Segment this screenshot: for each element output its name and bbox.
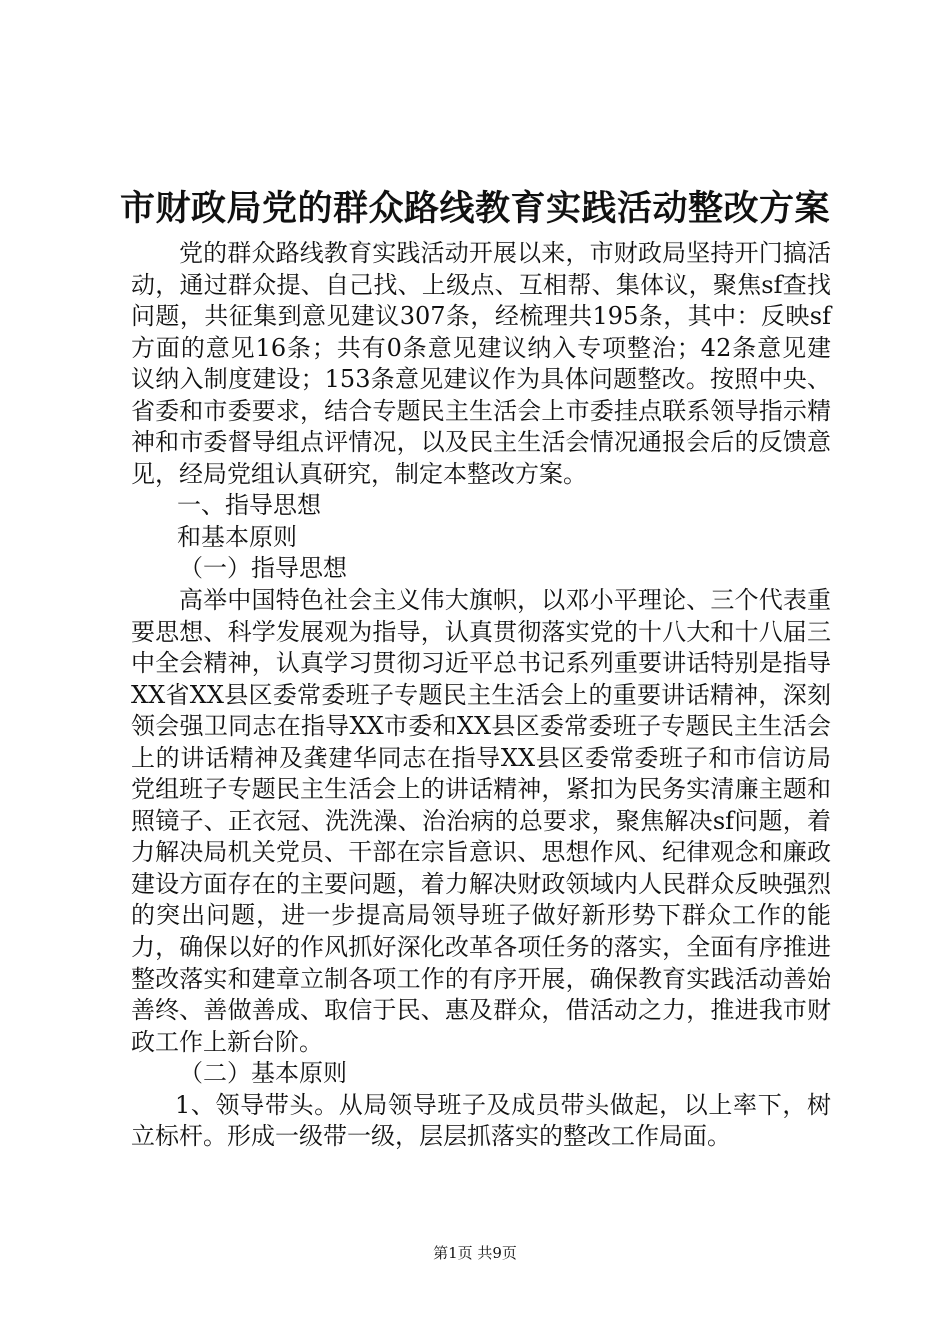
principle-item-1: 1、领导带头。从局领导班子及成员带头做起，以上率下，树立标杆。形成一级带一级，层层抓落实的整改工作局面。 [131, 1090, 831, 1151]
section-heading-continuation: 和基本原则 [177, 522, 297, 551]
intro-paragraph: 党的群众路线教育实践活动开展以来，市财政局坚持开门搞活动，通过群众提、自己找、上级点、互相帮、集体议，聚焦sf查找问题，共征集到意见建议307条，经梳理共195条，其中：反映sf方面的意见16条；共有0条意见建议纳入专项整治；42条意见建议纳入制度建设；153条意见建议作为具体问题整改。按照中央、省委和市委要求，结合专题民主生活会上市委挂点联系领导指示精神和市委督导组点评情况，以及民主生活会情况通报会后的反馈意见，经局党组认真研究，制定本整改方案。 [131, 239, 831, 488]
guiding-thought-paragraph: 高举中国特色社会主义伟大旗帜，以邓小平理论、三个代表重要思想、科学发展观为指导，认真贯彻落实党的十八大和十八届三中全会精神，认真学习贯彻习近平总书记系列重要讲话特别是指导XX省XX县区委常委班子专题民主生活会上的重要讲话精神，深刻领会强卫同志在指导XX市委和XX县区委常委班子专题民主生活会上的讲话精神及龚建华同志在指导XX县区委常委班子和市信访局党组班子专题民主生活会上的讲话精神，紧扣为民务实清廉主题和照镜子、正衣冠、洗洗澡、治治病的总要求，聚焦解决sf问题，着力解决局机关党员、干部在宗旨意识、思想作风、纪律观念和廉政建设方面存在的主要问题，着力解决财政领域内人民群众反映强烈的突出问题，进一步提高局领导班子做好新形势下群众工作的能力，确保以好的作风抓好深化改革各项任务的落实，全面有序推进整改落实和建章立制各项工作的有序开展，确保教育实践活动善始善终、善做善成、取信于民、惠及群众，借活动之力，推进我市财政工作上新台阶。 [131, 586, 831, 1056]
section-heading-guiding-thought: 一、指导思想 [177, 491, 321, 520]
document-title: 市财政局党的群众路线教育实践活动整改方案 [120, 188, 831, 229]
document-body [131, 238, 831, 1153]
subsection-heading-guiding-thought: （一）指导思想 [179, 554, 347, 583]
subsection-heading-basic-principles: （二）基本原则 [179, 1059, 347, 1088]
page-footer: 第1页 共9页 [433, 1244, 517, 1262]
